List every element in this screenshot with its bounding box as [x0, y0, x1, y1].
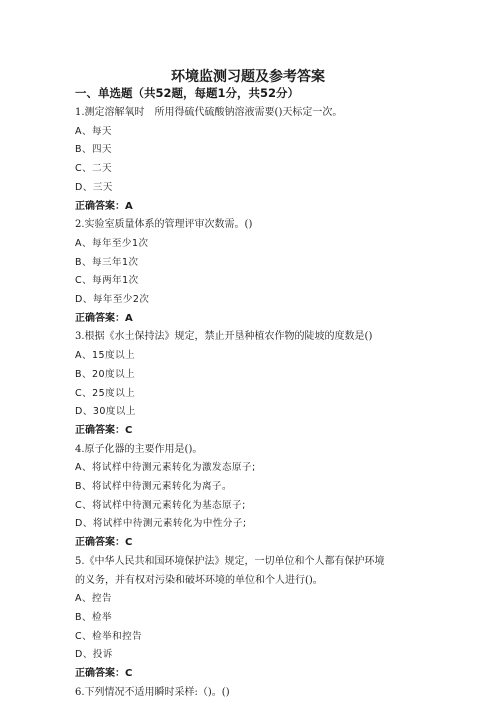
option-a: A、每年至少1次 [75, 237, 149, 249]
question-text: 3.根据《水土保持法》规定，禁止开垦种植农作物的陡坡的度数是() [75, 331, 373, 343]
option-c: C、每两年1次 [75, 275, 139, 287]
correct-answer: 正确答案：A [75, 200, 133, 212]
option-a: A、15度以上 [75, 350, 136, 362]
option-d: D、三天 [75, 181, 113, 193]
question-item [75, 684, 423, 703]
option-a: A、将试样中待测元素转化为激发态原子; [75, 462, 256, 474]
option-a: A、每天 [75, 125, 112, 137]
option-d: D、将试样中待测元素转化为中性分子; [75, 518, 247, 530]
correct-answer: 正确答案：C [75, 424, 133, 436]
option-b: B、20度以上 [75, 368, 136, 380]
correct-answer: 正确答案：A [75, 312, 133, 324]
section-heading: 一、单选题（共52题，每题1分，共52分） [75, 86, 300, 100]
question-text: 6.下列情况不适用瞬时采样:（)。() [75, 686, 230, 698]
correct-answer: 正确答案：C [75, 537, 133, 549]
question-text: 1.测定溶解氧时 所用得硫代硫酸钠溶液需要()天标定一次。 [75, 107, 343, 118]
option-b: B、检举 [75, 611, 113, 623]
option-d: D、每年至少2次 [75, 294, 150, 306]
question-item [75, 216, 423, 328]
question-item [75, 104, 423, 216]
question-item [75, 441, 423, 553]
question-text: 2.实验室质量体系的管理评审次数需。() [75, 219, 253, 231]
question-text: 4.原子化器的主要作用是()。 [75, 443, 203, 455]
option-c: C、将试样中待测元素转化为基态原子; [75, 499, 246, 511]
option-a: A、控告 [75, 593, 112, 605]
option-d: D、投诉 [75, 649, 113, 661]
question-item [75, 328, 423, 440]
option-c: C、检举和控告 [75, 630, 143, 642]
question-text-line-1: 5.《中华人民共和国环境保护法》规定，一切单位和个人都有保护环境 [75, 555, 385, 567]
option-b: B、将试样中待测元素转化为离子。 [75, 481, 233, 493]
option-b: B、每三年1次 [75, 256, 139, 268]
question-text-line-2: 的义务，并有权对污染和破坏环境的单位和个人进行()。 [75, 574, 323, 586]
option-c: C、二天 [75, 163, 113, 175]
option-d: D、30度以上 [75, 406, 136, 418]
option-c: C、25度以上 [75, 387, 136, 399]
question-item [75, 553, 423, 684]
correct-answer: 正确答案：C [75, 668, 133, 680]
option-b: B、四天 [75, 144, 113, 156]
page-title: 环境监测习题及参考答案 [171, 69, 325, 85]
question-list [75, 104, 423, 703]
